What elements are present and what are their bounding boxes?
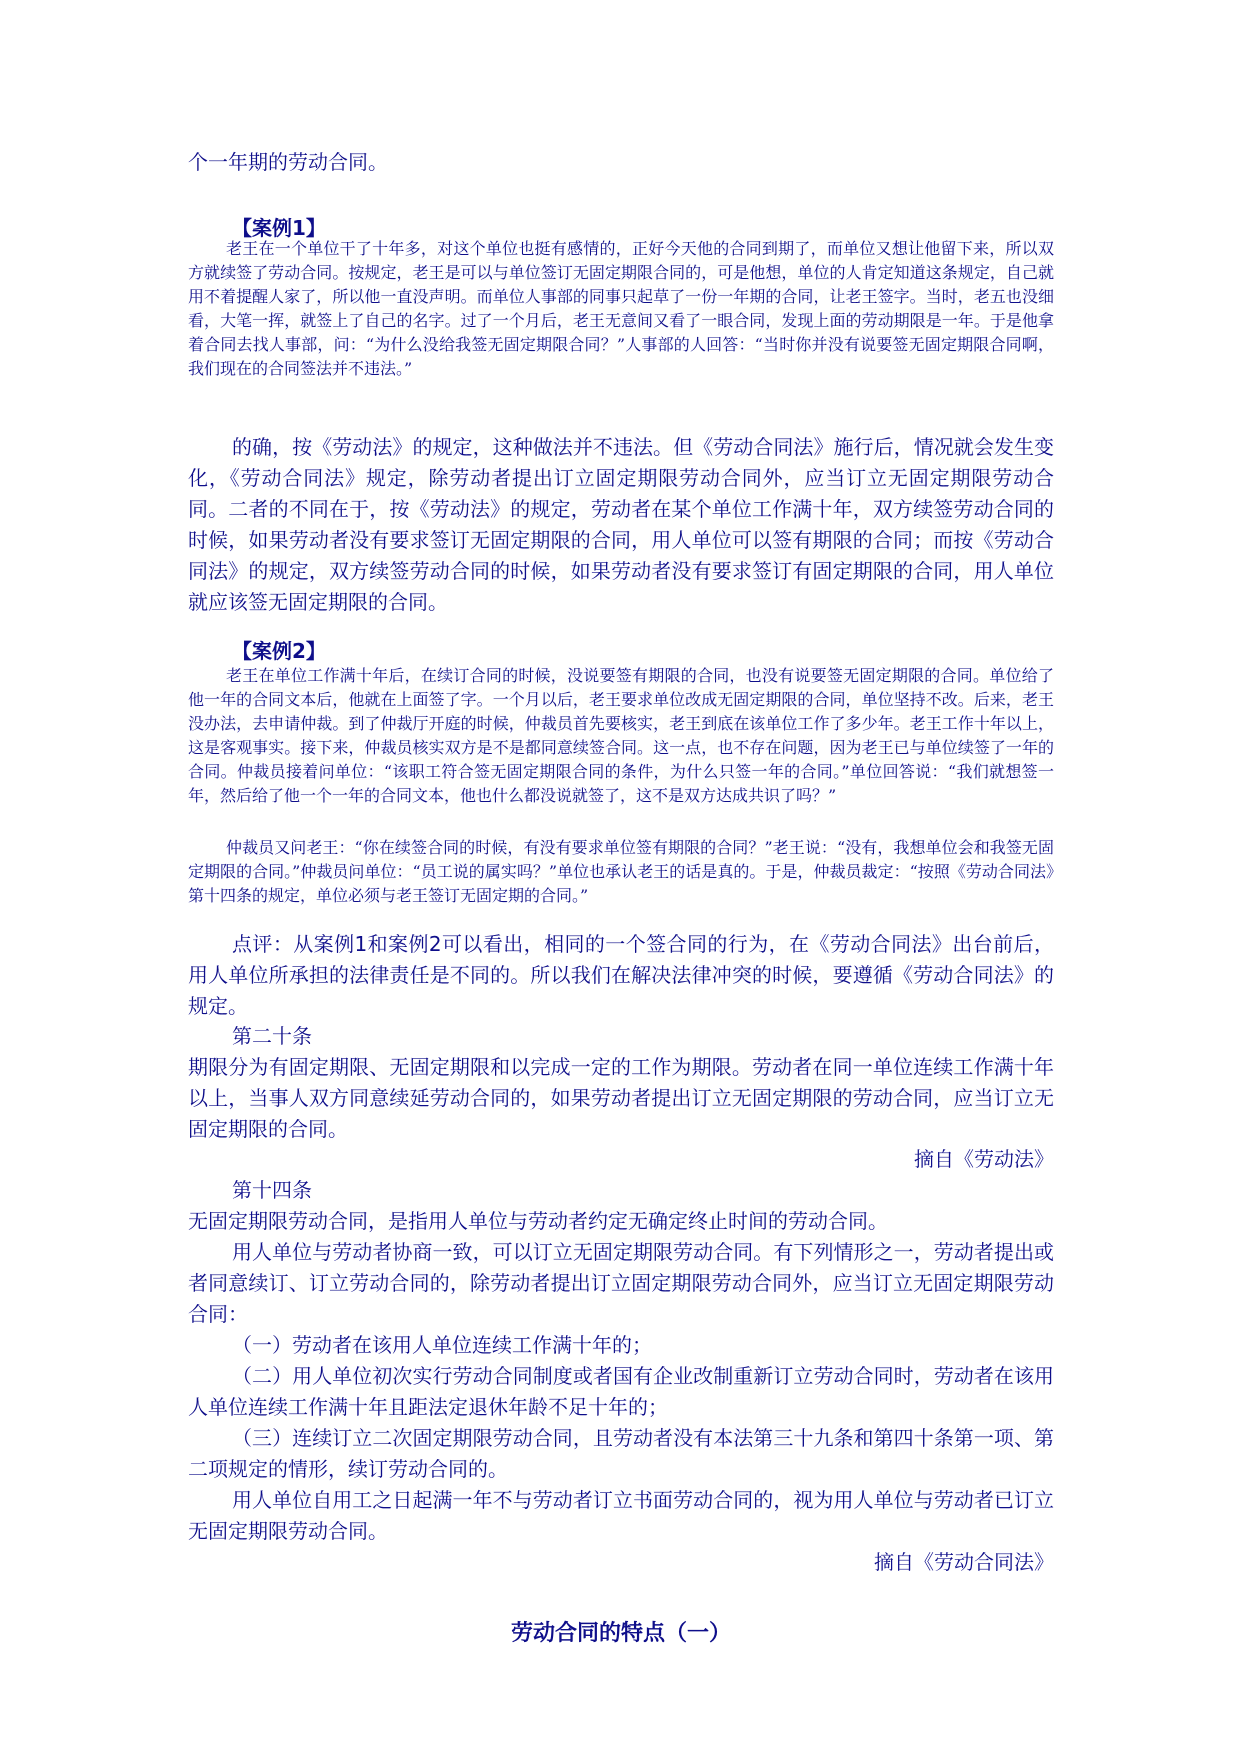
article14-source: 摘自《劳动合同法》: [874, 1550, 1054, 1574]
article14-text-2: 用人单位与劳动者协商一致，可以订立无固定期限劳动合同。有下列情形之一，劳动者提出或者同意续订、订立劳动合同的，除劳动者提出订立固定期限劳动合同外，应当订立无固定期限劳动合同：: [188, 1240, 1054, 1326]
article20-heading: 第二十条: [232, 1024, 312, 1048]
case2-text-1: 老王在单位工作满十年后，在续订合同的时候，没说要签有期限的合同，也没有说要签无固定期限的合同。单位给了他一年的合同文本后，他就在上面签了字。一个月以后，老王要求单位改成无固定期限的合同，单位坚持不改。后来，老王没办法，去申请仲裁。到了仲裁厅开庭的时候，仲裁员首先要核实，老王到底在该单位工作了多少年。老王工作十年以上，这是客观事实。接下来，仲裁员核实双方是不是都同意续签合同。这一点，也不存在问题，因为老王已与单位续签了一年的合同。仲裁员接着问单位：“该职工符合签无固定期限合同的条件，为什么只签一年的合同。”单位回答说：“我们就想签一年，然后给了他一个一年的合同文本，他也什么都没说就签了，这不是双方达成共识了吗？”: [188, 666, 1054, 805]
article14-item-1: （一）劳动者在该用人单位连续工作满十年的；: [232, 1333, 652, 1357]
case2-heading: 【案例2】: [232, 639, 326, 663]
case1-text: 老王在一个单位干了十年多，对这个单位也挺有感情的，正好今天他的合同到期了，而单位又想让他留下来，所以双方就续签了劳动合同。按规定，老王是可以与单位签订无固定期限合同的，可是他想，单位的人肯定知道这条规定，自己就用不着提醒人家了，所以他一直没声明。而单位人事部的同事只起草了一份一年期的合同，让老王签字。当时，老五也没细看，大笔一挥，就签上了自己的名字。过了一个月后，老王无意间又看了一眼合同，发现上面的劳动期限是一年。于是他拿着合同去找人事部，问：“为什么没给我签无固定期限合同？”人事部的人回答：“当时你并没有说要签无固定期限合同啊，我们现在的合同签法并不违法。”: [188, 239, 1054, 378]
article14-item-2: （二）用人单位初次实行劳动合同制度或者国有企业改制重新订立劳动合同时，劳动者在该用人单位连续工作满十年且距法定退休年龄不足十年的；: [188, 1364, 1054, 1419]
article20-text: 期限分为有固定期限、无固定期限和以完成一定的工作为期限。劳动者在同一单位连续工作满十年以上，当事人双方同意续延劳动合同的，如果劳动者提出订立无固定期限的劳动合同，应当订立无固定期限的合同。: [188, 1055, 1054, 1141]
article14-heading: 第十四条: [232, 1178, 312, 1202]
article14-text-1: 无固定期限劳动合同，是指用人单位与劳动者约定无确定终止时间的劳动合同。: [188, 1209, 888, 1233]
case2-text-2: 仲裁员又问老王：“你在续签合同的时候，有没有要求单位签有期限的合同？”老王说：“没有，我想单位会和我签无固定期限的合同。”仲裁员问单位：“员工说的属实吗？”单位也承认老王的话是真的。于是，仲裁员裁定：“按照《劳动合同法》第十四条的规定，单位必须与老王签订无固定期的合同。”: [188, 838, 1054, 905]
intro-line: 个一年期的劳动合同。: [188, 150, 388, 174]
analysis-paragraph: 的确，按《劳动法》的规定，这种做法并不违法。但《劳动合同法》施行后，情况就会发生变化，《劳动合同法》规定，除劳动者提出订立固定期限劳动合同外，应当订立无固定期限劳动合同。二者的不同在于，按《劳动法》的规定，劳动者在某个单位工作满十年，双方续签劳动合同的时候，如果劳动者没有要求签订无固定期限的合同，用人单位可以签有期限的合同；而按《劳动合同法》的规定，双方续签劳动合同的时候，如果劳动者没有要求签订有固定期限的合同，用人单位就应该签无固定期限的合同。: [188, 435, 1054, 614]
article14-text-3: 用人单位自用工之日起满一年不与劳动者订立书面劳动合同的，视为用人单位与劳动者已订立无固定期限劳动合同。: [188, 1488, 1054, 1543]
case1-heading: 【案例1】: [232, 216, 326, 240]
article20-source: 摘自《劳动法》: [914, 1147, 1054, 1171]
section-title: 劳动合同的特点（一）: [510, 1621, 731, 1646]
article14-item-3: （三）连续订立二次固定期限劳动合同，且劳动者没有本法第三十九条和第四十条第一项、第二项规定的情形，续订劳动合同的。: [188, 1426, 1054, 1481]
comment-paragraph: 点评：从案例1和案例2可以看出，相同的一个签合同的行为，在《劳动合同法》出台前后，用人单位所承担的法律责任是不同的。所以我们在解决法律冲突的时候，要遵循《劳动合同法》的规定。: [188, 932, 1054, 1018]
